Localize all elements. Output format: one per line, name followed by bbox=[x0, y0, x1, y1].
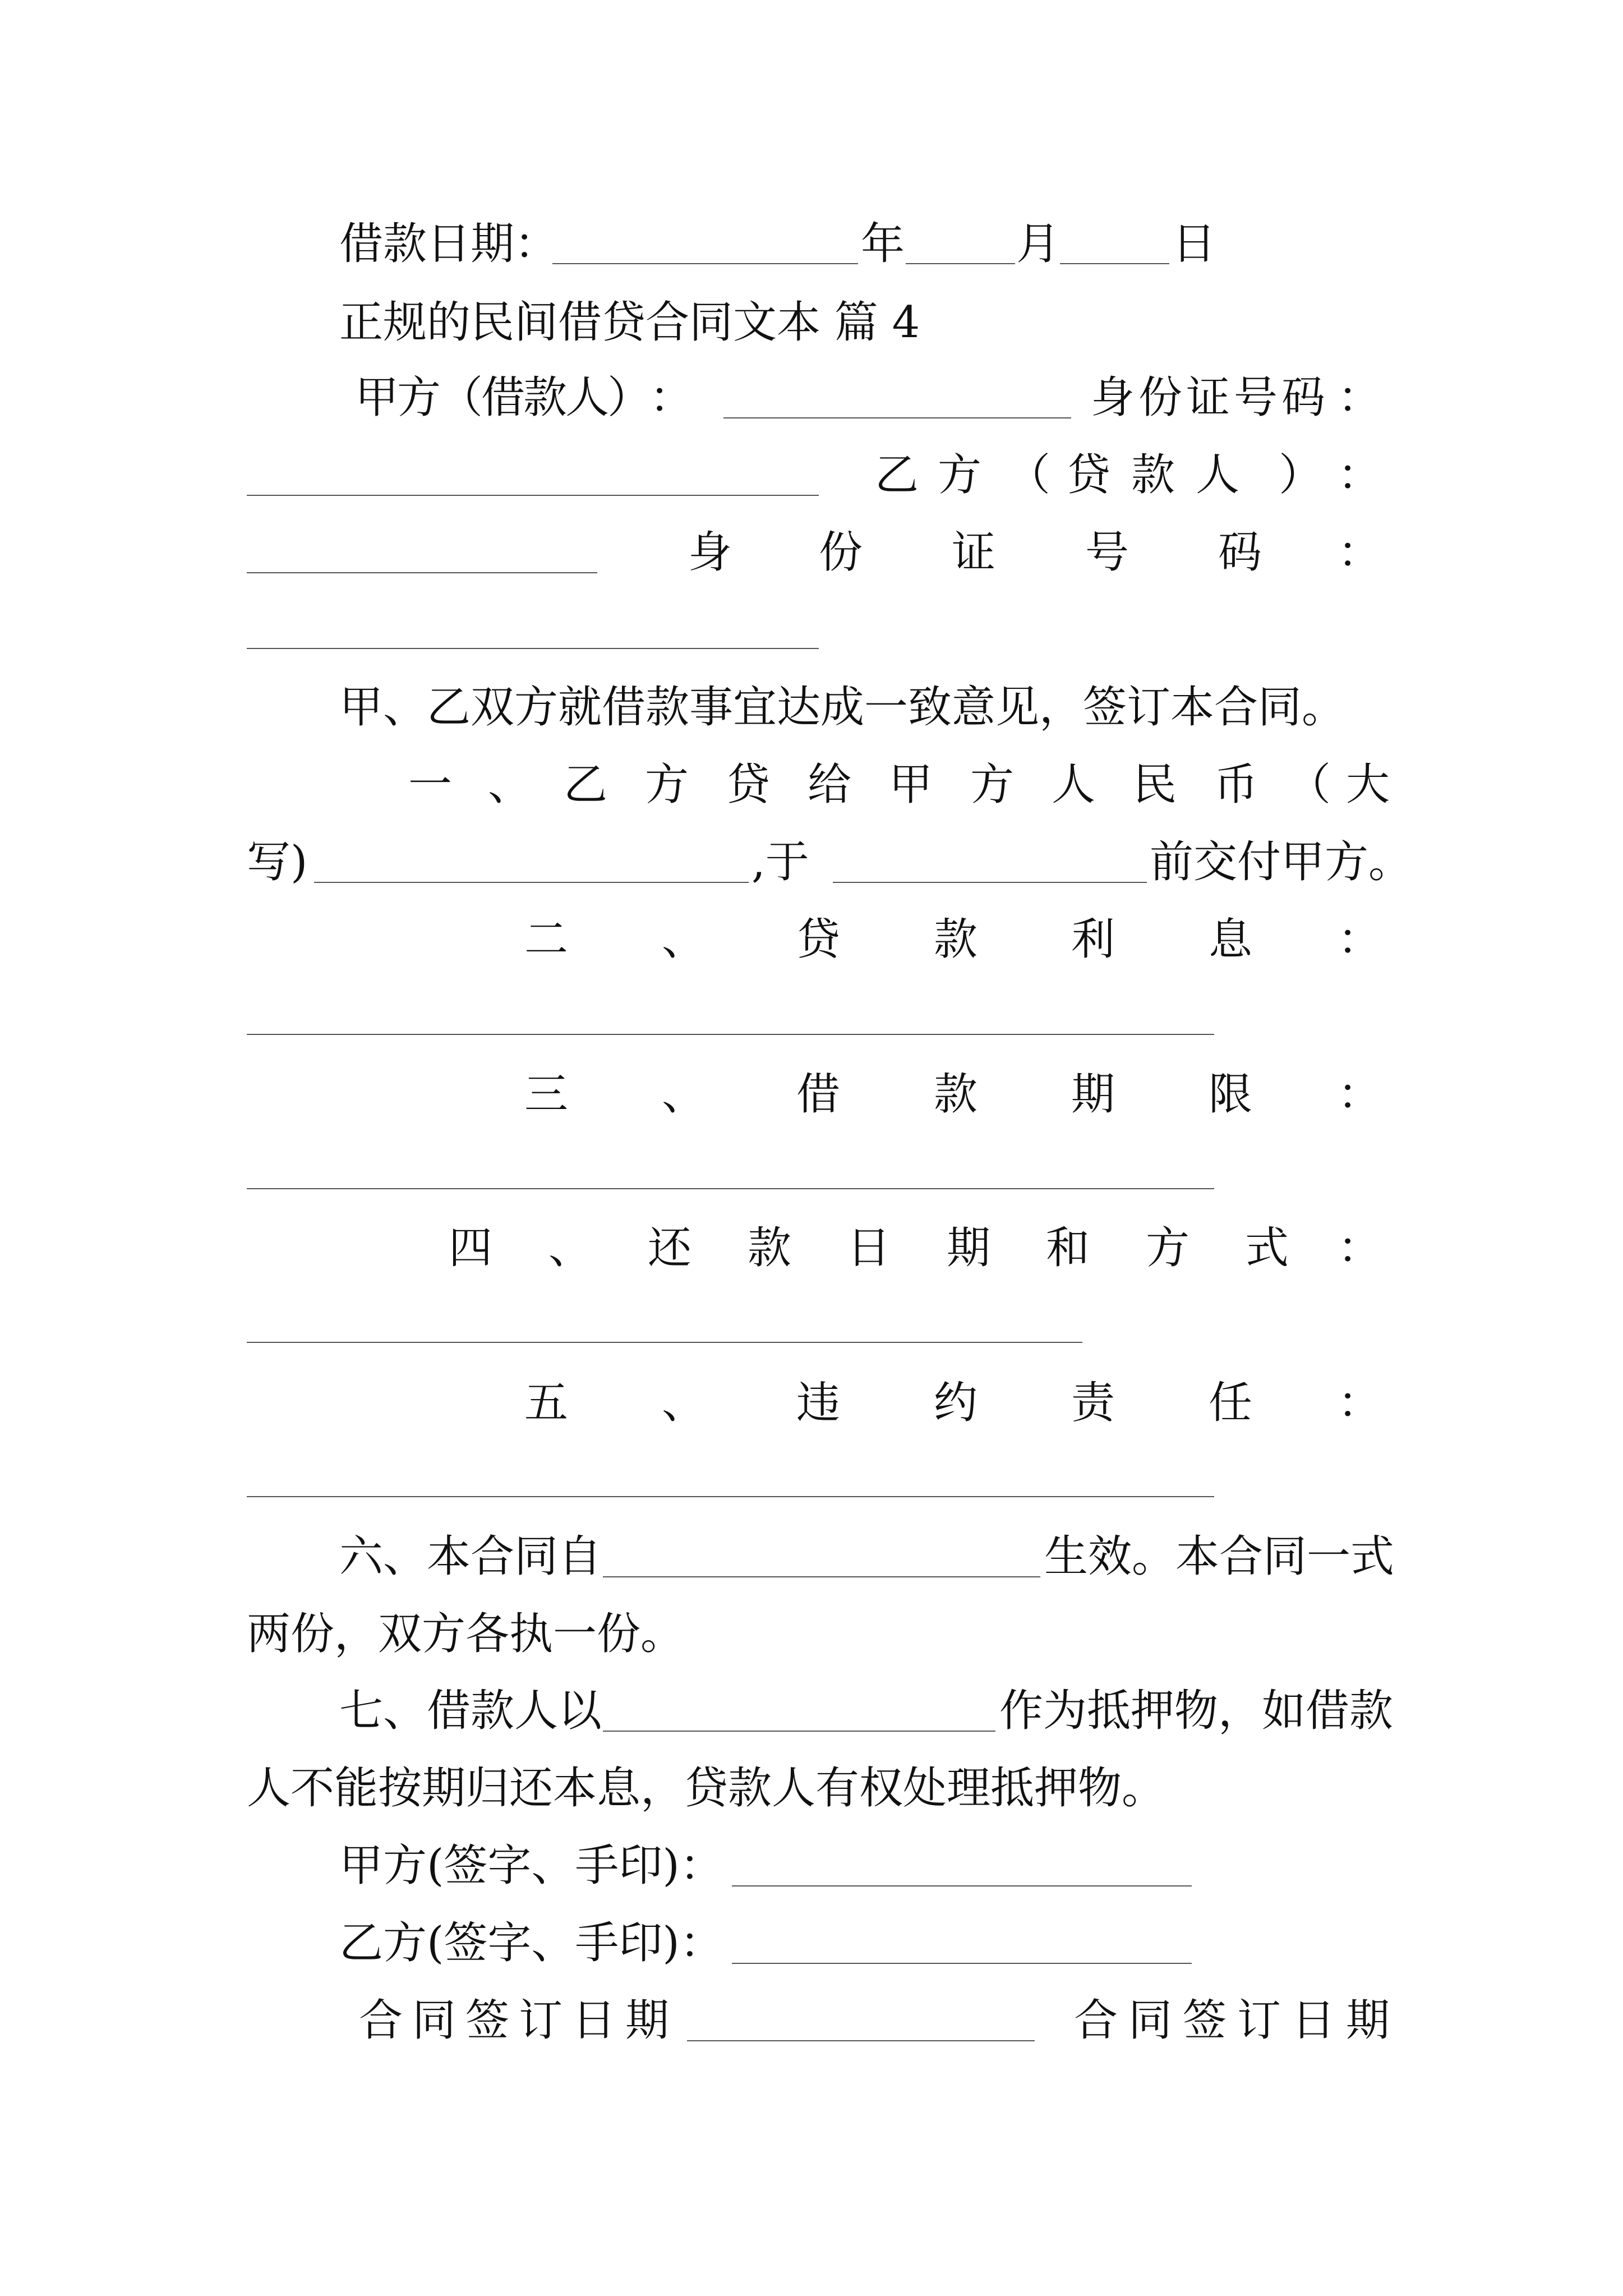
party-b-label-char: 贷 bbox=[1067, 450, 1111, 500]
clause1-char: 币 bbox=[1214, 760, 1258, 810]
clause1-middle: ,于 bbox=[751, 837, 809, 887]
clause1-date-blank bbox=[833, 882, 1147, 883]
clause7-line2: 人不能按期归还本息，贷款人有权处理抵押物。 bbox=[247, 1763, 1166, 1814]
clause6-blank bbox=[603, 1576, 1040, 1577]
party-b-signature-blank bbox=[732, 1963, 1192, 1964]
clause2-char: 息 bbox=[1209, 914, 1253, 965]
loan-day-blank bbox=[1060, 263, 1169, 264]
clause4-char: 、 bbox=[548, 1223, 593, 1273]
sign-date-char: 日 bbox=[572, 1995, 616, 2046]
clause2-char: 二 bbox=[524, 914, 569, 965]
party-b-label-char: 款 bbox=[1131, 450, 1175, 500]
clause5-char: 约 bbox=[934, 1378, 978, 1428]
clause1-char: 方 bbox=[645, 760, 689, 810]
party-b-label-char: 乙 bbox=[875, 450, 919, 500]
party-b-id-char: 证 bbox=[952, 527, 996, 578]
party-a-signature-label: 甲方(签字、手印)： bbox=[339, 1841, 723, 1891]
party-a-id-blank bbox=[247, 495, 819, 496]
party-a-label-char: 甲 bbox=[355, 372, 399, 423]
clause4-char: 式 bbox=[1245, 1223, 1289, 1273]
party-a-label-char: ） bbox=[607, 372, 652, 423]
clause5-char: ： bbox=[1338, 1378, 1382, 1428]
sign-date2-char: 日 bbox=[1292, 1995, 1336, 2046]
loan-month-blank bbox=[906, 263, 1015, 264]
clause3-char: 期 bbox=[1071, 1069, 1115, 1120]
clause4-char: 款 bbox=[748, 1223, 792, 1273]
party-b-label-char: ） bbox=[1279, 450, 1323, 500]
clause1-char: 方 bbox=[970, 760, 1015, 810]
party-a-id-char: ： bbox=[1338, 372, 1382, 423]
clause2-blank bbox=[247, 1034, 1214, 1035]
loan-date-label: 借款日期： bbox=[339, 219, 559, 269]
clause7-end: 作为抵押物，如借款 bbox=[999, 1686, 1394, 1736]
party-a-name-blank bbox=[723, 417, 1071, 418]
clause4-char: 还 bbox=[648, 1223, 692, 1273]
clause4-char: 方 bbox=[1146, 1223, 1190, 1273]
clause7-start: 七、借款人以 bbox=[339, 1686, 602, 1736]
loan-date-day: 日 bbox=[1172, 219, 1216, 269]
clause6-start: 六、本合同自 bbox=[339, 1531, 602, 1582]
party-b-id-char: 码 bbox=[1218, 527, 1262, 578]
clause6-line2: 两份，双方各执一份。 bbox=[247, 1609, 685, 1659]
clause3-char: 借 bbox=[796, 1069, 841, 1120]
party-a-label-char: ： bbox=[649, 372, 694, 423]
clause1-char: 人 bbox=[1052, 760, 1096, 810]
clause1-line2-start: 写) bbox=[247, 837, 308, 887]
party-a-label-char: 人 bbox=[565, 372, 610, 423]
clause1-char: 大 bbox=[1346, 760, 1390, 810]
party-a-id-char: 份 bbox=[1138, 372, 1183, 423]
sign-date-char: 签 bbox=[465, 1995, 510, 2046]
section-title: 正规的民间借贷合同文本 篇 4 bbox=[339, 297, 920, 348]
party-a-label-char: （ bbox=[439, 372, 483, 423]
party-a-id-char: 证 bbox=[1186, 372, 1230, 423]
clause5-char: 五 bbox=[524, 1378, 569, 1428]
sign-date-char: 同 bbox=[412, 1995, 457, 2046]
clause4-char: 期 bbox=[947, 1223, 991, 1273]
party-a-label-char: 方 bbox=[397, 372, 441, 423]
clause7-blank bbox=[603, 1731, 995, 1732]
clause2-char: ： bbox=[1338, 914, 1382, 965]
party-b-id-char: 身 bbox=[688, 527, 732, 578]
sign-date2-char: 期 bbox=[1346, 1995, 1390, 2046]
party-b-label-char: ： bbox=[1338, 450, 1382, 500]
party-b-id-char: ： bbox=[1338, 527, 1382, 578]
clause5-blank bbox=[247, 1496, 1214, 1497]
sign-date-char: 订 bbox=[519, 1995, 563, 2046]
party-b-label-char: （ bbox=[1007, 450, 1051, 500]
party-b-id-char: 号 bbox=[1085, 527, 1129, 578]
party-a-id-char: 码 bbox=[1281, 372, 1326, 423]
loan-date-year: 年 bbox=[861, 219, 905, 269]
party-b-label-char: 方 bbox=[938, 450, 982, 500]
clause5-char: 责 bbox=[1071, 1378, 1115, 1428]
clause1-char: 、 bbox=[488, 760, 532, 810]
party-a-signature-blank bbox=[732, 1885, 1192, 1887]
clause5-char: 、 bbox=[662, 1378, 706, 1428]
clause3-char: 限 bbox=[1209, 1069, 1253, 1120]
clause3-char: 三 bbox=[524, 1069, 569, 1120]
clause1-char: 甲 bbox=[889, 760, 933, 810]
clause3-char: 、 bbox=[662, 1069, 706, 1120]
clause3-char: 款 bbox=[934, 1069, 978, 1120]
party-a-label-char: 借 bbox=[481, 372, 525, 423]
sign-date2-char: 同 bbox=[1128, 1995, 1173, 2046]
clause4-char: 日 bbox=[847, 1223, 891, 1273]
clause2-char: 贷 bbox=[796, 914, 841, 965]
clause1-char: 民 bbox=[1133, 760, 1177, 810]
clause1-char: 乙 bbox=[564, 760, 608, 810]
clause1-char: 给 bbox=[808, 760, 852, 810]
sign-date2-char: 订 bbox=[1237, 1995, 1281, 2046]
clause2-char: 利 bbox=[1071, 914, 1115, 965]
party-b-id-blank bbox=[247, 648, 819, 649]
clause1-amount-blank bbox=[314, 882, 749, 883]
loan-date-blank bbox=[552, 263, 858, 264]
party-b-id-char: 份 bbox=[819, 527, 863, 578]
sign-date-char: 期 bbox=[625, 1995, 670, 2046]
clause1-char: 贷 bbox=[726, 760, 771, 810]
clause5-char: 任 bbox=[1209, 1378, 1253, 1428]
party-a-id-char: 号 bbox=[1234, 372, 1278, 423]
sign-date-blank bbox=[687, 2040, 1035, 2041]
clause3-blank bbox=[247, 1188, 1214, 1189]
clause6-end: 生效。本合同一式 bbox=[1044, 1531, 1395, 1582]
clause1-char: 一 bbox=[408, 760, 453, 810]
clause4-char: 四 bbox=[449, 1223, 493, 1273]
party-a-label-char: 款 bbox=[523, 372, 568, 423]
clause1-char: （ bbox=[1287, 760, 1331, 810]
clause4-char: 和 bbox=[1046, 1223, 1090, 1273]
clause4-char: ： bbox=[1338, 1223, 1382, 1273]
clause5-char: 违 bbox=[796, 1378, 841, 1428]
loan-date-month: 月 bbox=[1016, 219, 1061, 269]
party-b-signature-label: 乙方(签字、手印)： bbox=[339, 1918, 723, 1968]
sign-date2-char: 合 bbox=[1074, 1995, 1118, 2046]
clause2-char: 、 bbox=[662, 914, 706, 965]
sign-date2-char: 签 bbox=[1183, 1995, 1227, 2046]
party-a-id-char: 身 bbox=[1091, 372, 1135, 423]
party-b-name-blank bbox=[247, 572, 597, 573]
clause1-end: 前交付甲方。 bbox=[1150, 837, 1413, 887]
clause4-blank bbox=[247, 1342, 1082, 1343]
clause3-char: ： bbox=[1338, 1069, 1382, 1120]
clause2-char: 款 bbox=[934, 914, 978, 965]
intro-paragraph: 甲、乙双方就借款事宜达成一致意见，签订本合同。 bbox=[339, 682, 1346, 733]
sign-date-char: 合 bbox=[359, 1995, 403, 2046]
party-b-label-char: 人 bbox=[1196, 450, 1240, 500]
